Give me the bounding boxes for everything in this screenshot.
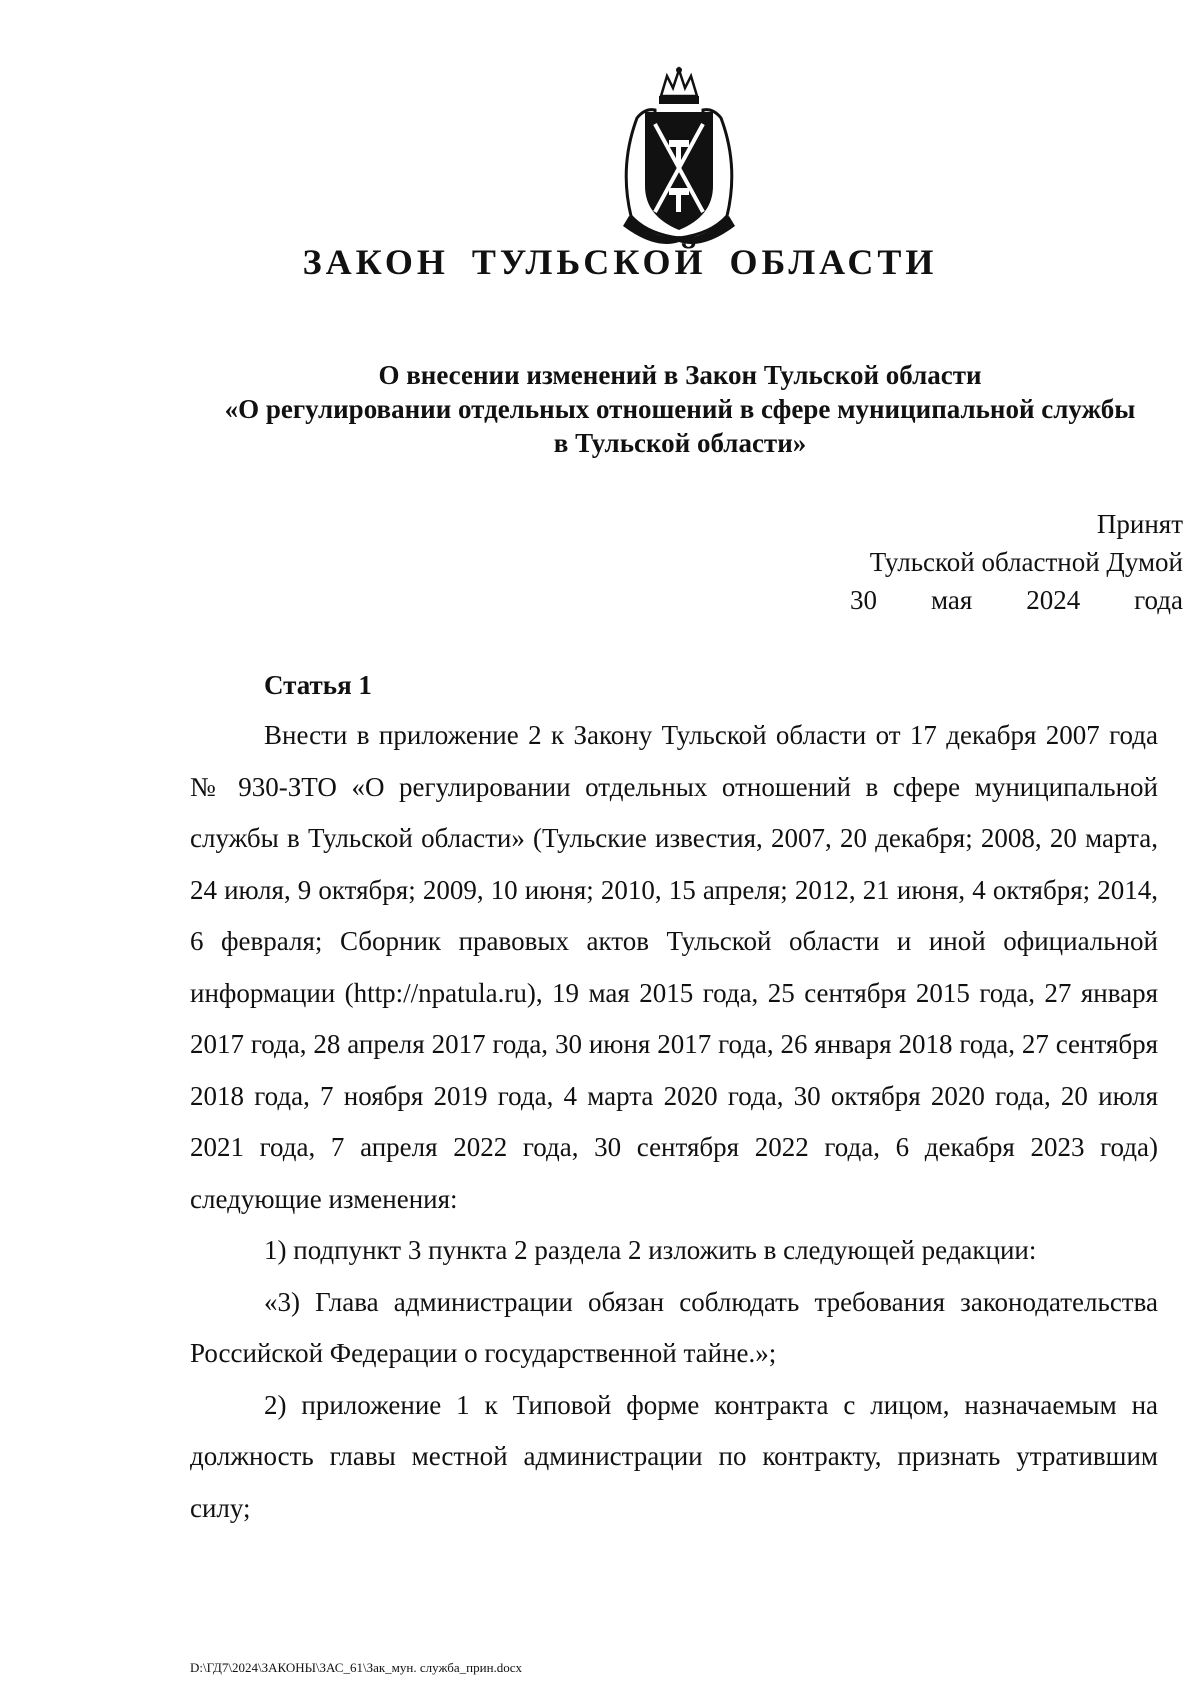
law-title: ЗАКОН ТУЛЬСКОЙ ОБЛАСТИ [302,242,938,282]
article-body [190,710,1158,1534]
article-paragraph: Внести в приложение 2 к Закону Тульской области от 17 декабря 2007 года № 930-ЗТО «О регулировании отдельных отношений в сфере муниципальной службы в Тульской области» (Тульские известия, 2007, 20 декабря; 2008, 20 марта, 24 июля, 9 октября; 2009, 10 июня; 2010, 15 апреля; 2012, 21 июня, 4 октября; 2014, 6 февраля; Сборник правовых актов Тульской области и иной официальной информации (http://npatula.ru), 19 мая 2015 года, 25 сентября 2015 года, 27 января 2017 года, 28 апреля 2017 года, 30 июня 2017 года, 26 января 2018 года, 27 сентября 2018 года, 7 ноября 2019 года, 4 марта 2020 года, 30 октября 2020 года, 20 июля 2021 года, 7 апреля 2022 года, 30 сентября 2022 года, 6 декабря 2023 года) следующие изменения: [190,720,1158,1214]
law-subject [190,358,1170,460]
article-paragraph: 1) подпункт 3 пункта 2 раздела 2 изложить в следующей редакции: [264,1235,1037,1265]
file-path-footer: D:\ГД7\2024\ЗАКОНЫ\ЗАС_61\Зак_мун. служба_прин.docx [190,1660,523,1675]
adoption-year-suffix: года [1134,585,1183,615]
adoption-year: 2024 [1026,585,1081,615]
adoption-date [850,581,1183,619]
adopted-by: Тульской областной Думой [869,547,1183,577]
article-paragraph: «3) Глава администрации обязан соблюдать требования законодательства Российской Федерации о государственной тайне.»; [190,1286,1158,1368]
subject-line-1: О внесении изменений в Закон Тульской области [378,360,982,390]
article-paragraph: 2) приложение 1 к Типовой форме контракта с лицом, назначаемым на должность главы местной администрации по контракту, признать утратившим силу; [190,1389,1158,1523]
tula-coat-of-arms-icon [617,66,741,244]
subject-line-3: в Тульской области» [553,428,807,458]
adoption-day: 30 [850,585,877,615]
adoption-block [850,505,1183,619]
adoption-month: мая [930,585,973,615]
adopted-label: Принят [1096,509,1183,539]
article-heading: Статья 1 [264,670,372,700]
subject-line-2: «О регулировании отдельных отношений в сфере муниципальной службы [224,394,1136,424]
